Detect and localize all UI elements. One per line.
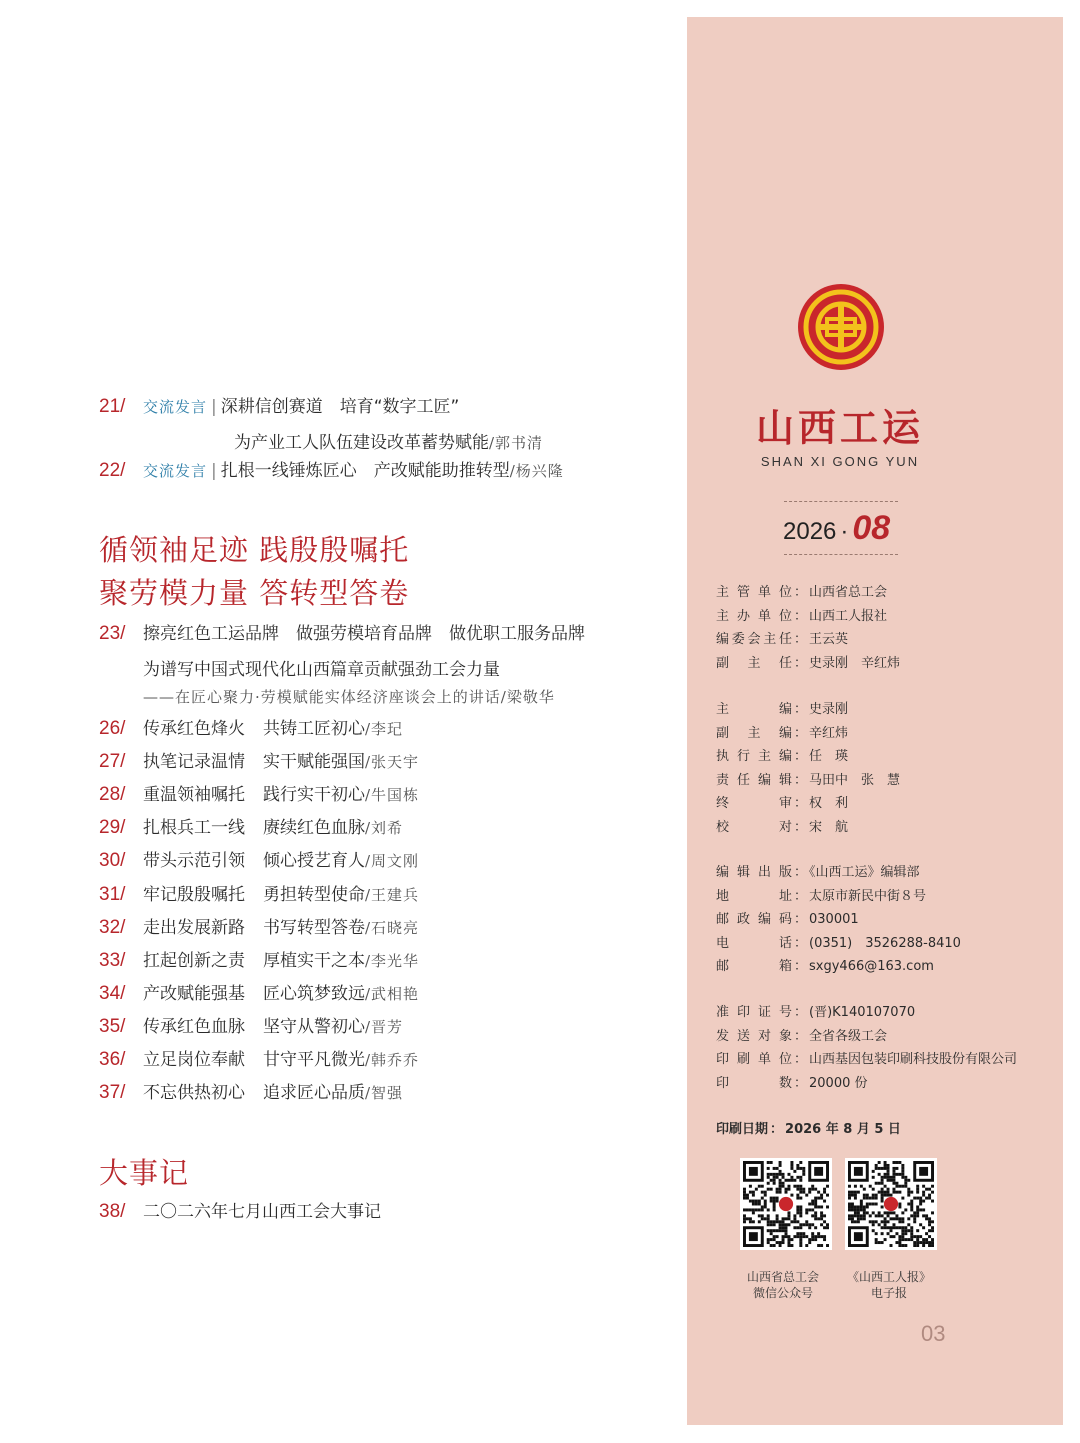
article-title-part: 传承红色烽火 [143,719,245,739]
info-label: 准印证号 [716,1005,792,1020]
author: /智强 [365,1084,404,1103]
author: /牛国栋 [365,786,420,805]
toc-item[interactable] [99,850,419,872]
article-title-part: 共铸工匠初心 [263,719,365,739]
info-value: 宋 航 [809,819,849,835]
info-value: 《山西工运》编辑部 [809,865,920,880]
page-number: 37/ [99,1082,126,1104]
article-title-part: 扛起创新之责 [143,950,245,971]
qr-caption [728,1269,838,1301]
toc-item[interactable] [99,623,585,645]
info-line [716,1001,1017,1025]
article-title-part: 追求匠心品质 [263,1083,365,1104]
print-date-label: 印刷日期 [716,1122,769,1137]
issue-separator: · [840,518,849,545]
info-line [716,745,900,769]
article-title: 扎根一线锤炼匠心 产改赋能助推转型 [220,461,510,481]
toc-item[interactable] [99,1082,403,1104]
print-date: 印刷日期 ： 2026 年 8 月 5 日 [716,1122,901,1137]
article-tag: 交流发言 [143,462,208,480]
info-label: 主编 [716,702,792,717]
info-label: 编委会主任 [716,632,792,647]
page-number: 28/ [99,784,126,806]
info-separator: ： [794,1028,808,1044]
info-separator: ： [794,865,808,880]
article-title: 擦亮红色工运品牌 做强劳模培育品牌 做优职工服务品牌 [143,624,585,644]
author: /张天宇 [365,753,420,772]
info-label: 主管单位 [716,585,792,600]
qr-caption-line: 《山西工人报》 [846,1270,931,1284]
info-value: 任 瑛 [809,749,849,764]
info-label: 邮箱 [716,959,792,974]
info-line [716,955,961,979]
info-value: 权 利 [809,796,849,811]
author: /晋芳 [365,1017,404,1036]
article-title-part: 匠心筑梦致远 [263,983,365,1004]
contact-info [716,861,961,979]
info-line [716,861,961,885]
article-title-part: 走出发展新路 [143,917,245,938]
info-label: 编辑出版 [716,865,792,880]
page-number: 31/ [99,883,126,905]
info-label: 终审 [716,796,792,811]
qr-code-epaper-icon[interactable] [845,1158,937,1250]
author: /石晓亮 [365,918,420,937]
info-separator: ： [794,819,808,835]
article-subtitle: 为产业工人队伍建设改革蓄势赋能 [234,433,489,453]
author: /李玘 [365,720,404,738]
info-label: 邮政编码 [716,912,792,927]
info-line [716,1072,1017,1096]
page-number: 30/ [99,850,126,872]
article-title-part: 产改赋能强基 [143,983,245,1004]
info-value: (0351) 3526288-8410 [809,935,961,951]
info-label: 地址 [716,888,792,904]
info-separator: ： [794,749,808,764]
divider [784,554,898,555]
info-label: 执行主编 [716,749,792,764]
divider [784,501,898,502]
article-title-part: 不忘供热初心 [143,1083,245,1104]
info-value: 史录刚 [809,702,849,717]
info-label: 副主编 [716,725,792,741]
qr-caption-line: 微信公众号 [752,1286,813,1300]
info-value: 史录刚 辛红炜 [809,655,901,671]
page-number: 22/ [99,460,126,481]
issue-number [783,509,890,548]
author: /王建兵 [365,885,420,904]
magazine-title: 山西工运 [755,406,924,450]
info-line [716,698,900,722]
info-separator: ： [794,1005,808,1020]
toc-item[interactable] [99,751,419,773]
toc-item[interactable] [99,396,459,418]
info-line [716,769,900,793]
editorial-staff [716,698,900,839]
toc-item[interactable] [99,1016,403,1038]
article-title-part: 重温领袖嘱托 [143,785,245,806]
publisher-info [716,581,900,675]
info-separator: ： [794,608,808,624]
info-label: 责任编辑 [716,772,792,788]
printing-info [716,1001,1017,1095]
page-number: 26/ [99,718,126,739]
article-title-part: 带头示范引领 [143,851,245,872]
info-label: 发送对象 [716,1028,792,1044]
info-value: 太原市新民中街８号 [809,888,927,904]
page-number: 32/ [99,916,126,938]
article-title: 二〇二六年七月山西工会大事记 [143,1202,381,1222]
info-separator: ： [794,796,808,811]
info-line [716,792,900,816]
author: /武相艳 [365,984,420,1003]
qr-caption-line: 电子报 [870,1286,907,1300]
toc-item[interactable] [99,983,419,1005]
info-label: 电话 [716,935,792,951]
info-line [716,1025,1017,1049]
info-separator: ： [794,725,808,741]
info-separator: ： [794,655,808,671]
article-title: 深耕信创赛道 培育“数字工匠” [220,397,460,417]
info-line [716,605,900,629]
article-title-part: 甘守平凡微光 [263,1050,365,1070]
article-tag: 交流发言 [143,398,208,416]
article-title-part: 牢记殷殷嘱托 [143,884,245,905]
author: /杨兴隆 [509,462,564,480]
info-value: (晋)K140107070 [809,1005,916,1020]
page-number: 34/ [99,982,126,1004]
divider: | [211,397,217,417]
article-title-part: 实干赋能强国 [263,752,365,773]
info-label: 校对 [716,819,792,835]
info-separator: ： [794,702,808,717]
info-label: 副主任 [716,655,792,671]
info-line [716,628,900,652]
info-separator: ： [794,1052,808,1067]
info-value: 马田中 张 慧 [809,772,901,788]
page-number: 21/ [99,396,126,417]
divider: | [211,461,217,481]
info-label: 主办单位 [716,608,792,624]
info-separator: ： [794,935,808,951]
info-value: 全省各级工会 [809,1028,888,1044]
page-number: 29/ [99,817,126,839]
page-number: 03 [921,1321,946,1346]
author: /郭书清 [489,434,544,452]
info-separator: ： [794,912,808,927]
info-label: 印数 [716,1075,792,1091]
info-separator: ： [794,959,808,974]
article-title-part: 坚守从警初心 [263,1016,365,1037]
article-title-part: 倾心授艺育人 [263,851,365,872]
info-line [716,885,961,909]
page-number: 36/ [99,1049,126,1070]
article-title-part: 赓续红色血脉 [263,818,365,839]
toc-item[interactable] [99,784,419,806]
info-value: 辛红炜 [809,725,849,741]
article-title-part: 扎根兵工一线 [143,818,245,839]
page-number: 38/ [99,1201,126,1222]
info-value: 山西基因包装印刷科技股份有限公司 [809,1052,1018,1067]
toc-item-continuation [234,428,543,453]
article-title-part: 立足岗位奉献 [143,1050,245,1070]
article-title-part: 书写转型答卷 [263,917,365,938]
toc-item[interactable] [99,817,403,839]
issue-year: 2026 [783,518,837,545]
qr-code-wechat-icon[interactable] [740,1158,832,1250]
toc-item[interactable] [99,1049,419,1071]
toc-item[interactable] [99,950,419,972]
page-number: 23/ [99,623,126,644]
union-logo-icon [797,283,885,371]
issue-month: 08 [852,509,891,547]
section-title: 大事记 [99,1156,190,1190]
info-value: 20000 份 [809,1075,868,1091]
info-value: 山西工人报社 [809,608,888,624]
info-separator: ： [794,772,808,788]
article-title-part: 践行实干初心 [263,785,365,806]
page-number: 35/ [99,1015,126,1037]
article-title-part: 勇担转型使命 [263,884,365,905]
info-separator: ： [794,585,808,600]
info-label: 印刷单位 [716,1052,792,1067]
author: /李光华 [365,951,420,970]
info-value: 山西省总工会 [809,585,888,600]
info-line [716,1048,1017,1072]
info-line [716,722,900,746]
article-title-part: 执笔记录温情 [143,752,245,773]
info-separator: ： [794,888,808,904]
info-line [716,816,900,840]
toc-item[interactable] [99,718,403,740]
article-source: ——在匠心聚力·劳模赋能实体经济座谈会上的讲话/梁敬华 [143,688,555,706]
print-date-value: 2026 年 8 月 5 日 [785,1122,901,1137]
section-title: 循领袖足迹 践殷殷嘱托 [99,533,410,567]
info-line [716,932,961,956]
author: /周文刚 [365,852,420,871]
toc-item[interactable] [99,1201,381,1223]
qr-caption [834,1269,944,1301]
info-value: sxgy466@163.com [809,959,934,974]
page-number: 27/ [99,751,126,773]
article-title-part: 厚植实干之本 [263,950,365,971]
info-separator: ： [794,1075,808,1091]
info-value: 030001 [809,912,859,927]
info-separator: ： [794,632,808,647]
masthead-panel [687,17,1063,1425]
page-number: 33/ [99,949,126,971]
magazine-pinyin: SHAN XI GONG YUN [760,454,920,469]
author: /韩乔乔 [365,1051,420,1069]
info-line [716,581,900,605]
info-value: 王云英 [809,632,849,647]
section-title: 聚劳模力量 答转型答卷 [99,576,410,610]
info-line [716,908,961,932]
toc-item[interactable] [99,884,419,906]
qr-caption-line: 山西省总工会 [746,1270,819,1284]
article-title-part: 传承红色血脉 [143,1016,245,1037]
toc-item[interactable] [99,917,419,939]
toc-item[interactable] [99,460,564,482]
author: /刘希 [365,819,404,838]
info-line [716,652,900,676]
article-subtitle: 为谱写中国式现代化山西篇章贡献强劲工会力量 [143,660,500,680]
